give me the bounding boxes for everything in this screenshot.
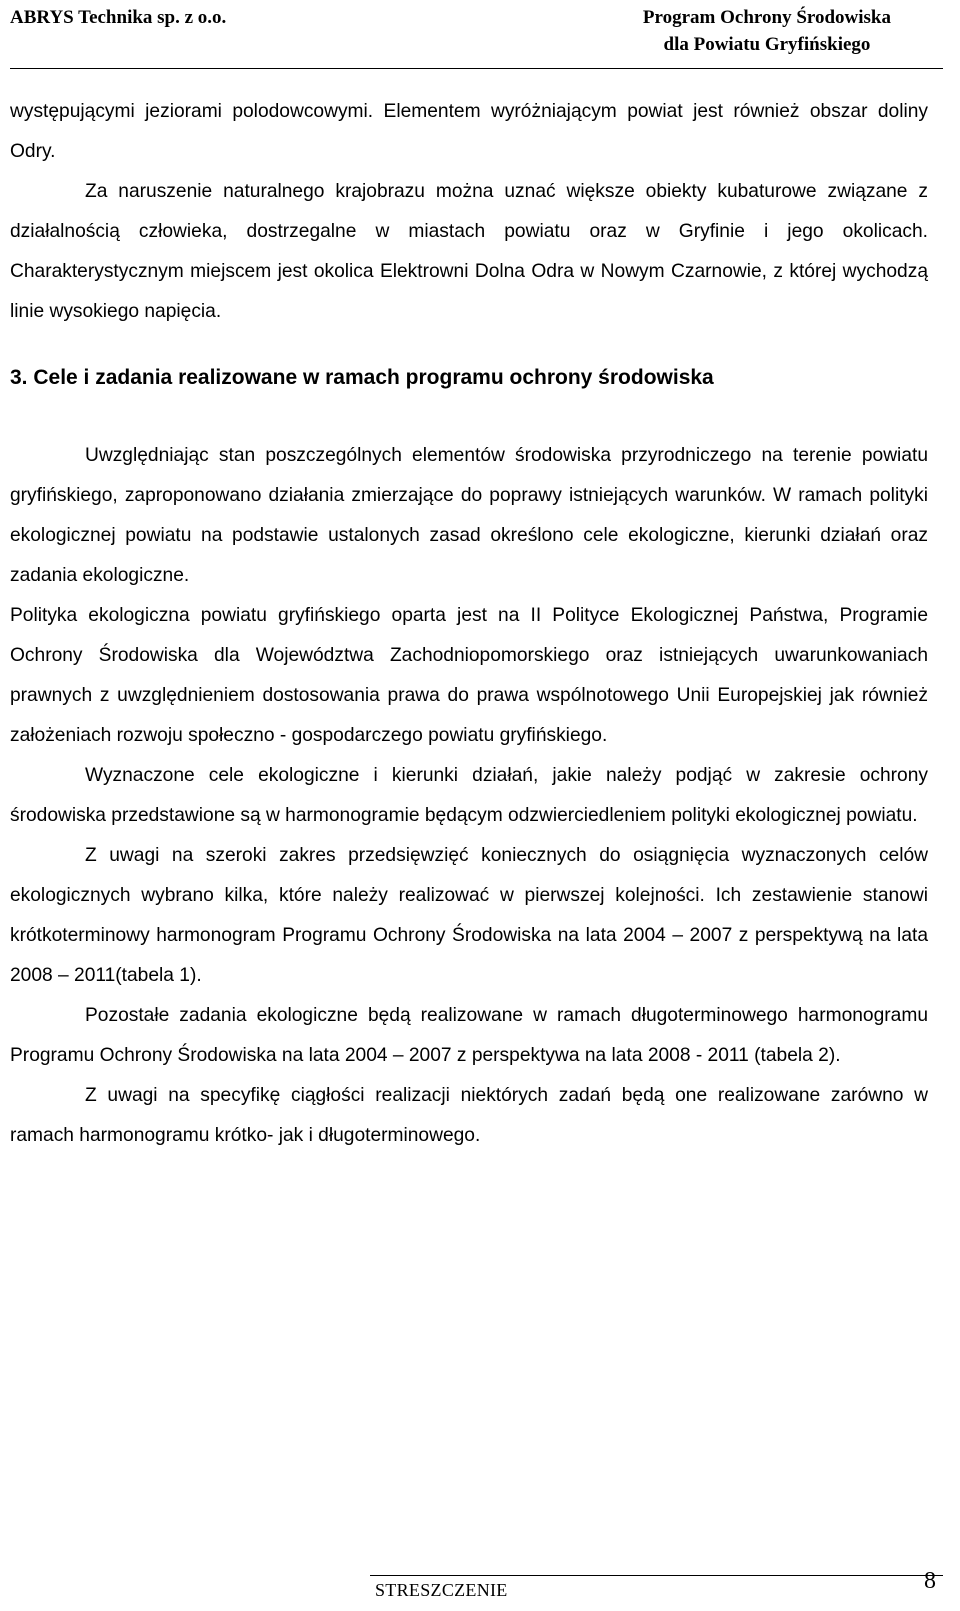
section-heading: 3. Cele i zadania realizowane w ramach programu ochrony środowiska (10, 366, 714, 389)
paragraph-directions: Wyznaczone cele ekologiczne i kierunki działań, jakie należy podjąć w zakresie ochrony środowiska przedstawione są w harmonogramie będącym odzwierciedleniem polityki ekologicznej powiatu. (10, 765, 928, 826)
document-body (10, 92, 928, 1156)
program-title-line1: Program Ochrony Środowiska (642, 7, 891, 28)
paragraph-long-term: Pozostałe zadania ekologiczne będą realizowane w ramach długoterminowego harmonogramu Programu Ochrony Środowiska na lata 2004 – 2007 z perspektywa na lata 2008 - 2011 (tabela 2). (10, 1005, 928, 1066)
footer-section-label: STRESZCZENIE (375, 1580, 508, 1600)
paragraph-continued: występującymi jeziorami polodowcowymi. Elementem wyróżniającym powiat jest również obszar doliny Odry. (10, 101, 928, 162)
paragraph-goals: Uwzględniając stan poszczególnych elementów środowiska przyrodniczego na terenie powiatu gryfińskiego, zaproponowano działania zmierzające do poprawy istniejących warunków. W ramach polityki ekologicznej powiatu na podstawie ustalonych zasad określono cele ekologiczne, kierunki działań oraz zadania ekologiczne. (10, 445, 928, 586)
paragraph-landscape: Za naruszenie naturalnego krajobrazu można uznać większe obiekty kubaturowe związane z działalnością człowieka, dostrzegalne w miastach powiatu oraz w Gryfinie i jego okolicach. Charakterystycznym miejscem jest okolica Elektrowni Dolna Odra w Nowym Czarnowie, z której wychodzą linie wysokiego napięcia. (10, 181, 928, 322)
paragraph-short-term: Z uwagi na szeroki zakres przedsięwzięć koniecznych do osiągnięcia wyznaczonych celów ekologicznych wybrano kilka, które należy realizować w pierwszej kolejności. Ich zestawienie stanowi krótkoterminowy harmonogram Programu Ochrony Środowiska na lata 2004 – 2007 z perspektywą na lata 2008 – 2011(tabela 1). (10, 845, 928, 986)
page-number: 8 (924, 1568, 936, 1594)
program-title-line2: dla Powiatu Gryfińskiego (663, 34, 871, 55)
company-name: ABRYS Technika sp. z o.o. (10, 7, 227, 28)
footer-divider (370, 1575, 943, 1576)
page-header (10, 0, 943, 69)
paragraph-continuity: Z uwagi na specyfikę ciągłości realizacji niektórych zadań będą one realizowane zarówno w ramach harmonogramu krótko- jak i długoterminowego. (10, 1085, 928, 1146)
paragraph-policy: Polityka ekologiczna powiatu gryfińskiego oparta jest na II Polityce Ekologicznej Państwa, Programie Ochrony Środowiska dla Województwa Zachodniopomorskiego oraz istniejących uwarunkowaniach prawnych z uwzględnieniem dostosowania prawa do prawa wspólnotowego Unii Europejskiej jak również założeniach rozwoju społeczno - gospodarczego powiatu gryfińskiego. (10, 605, 928, 746)
program-title (643, 4, 891, 58)
